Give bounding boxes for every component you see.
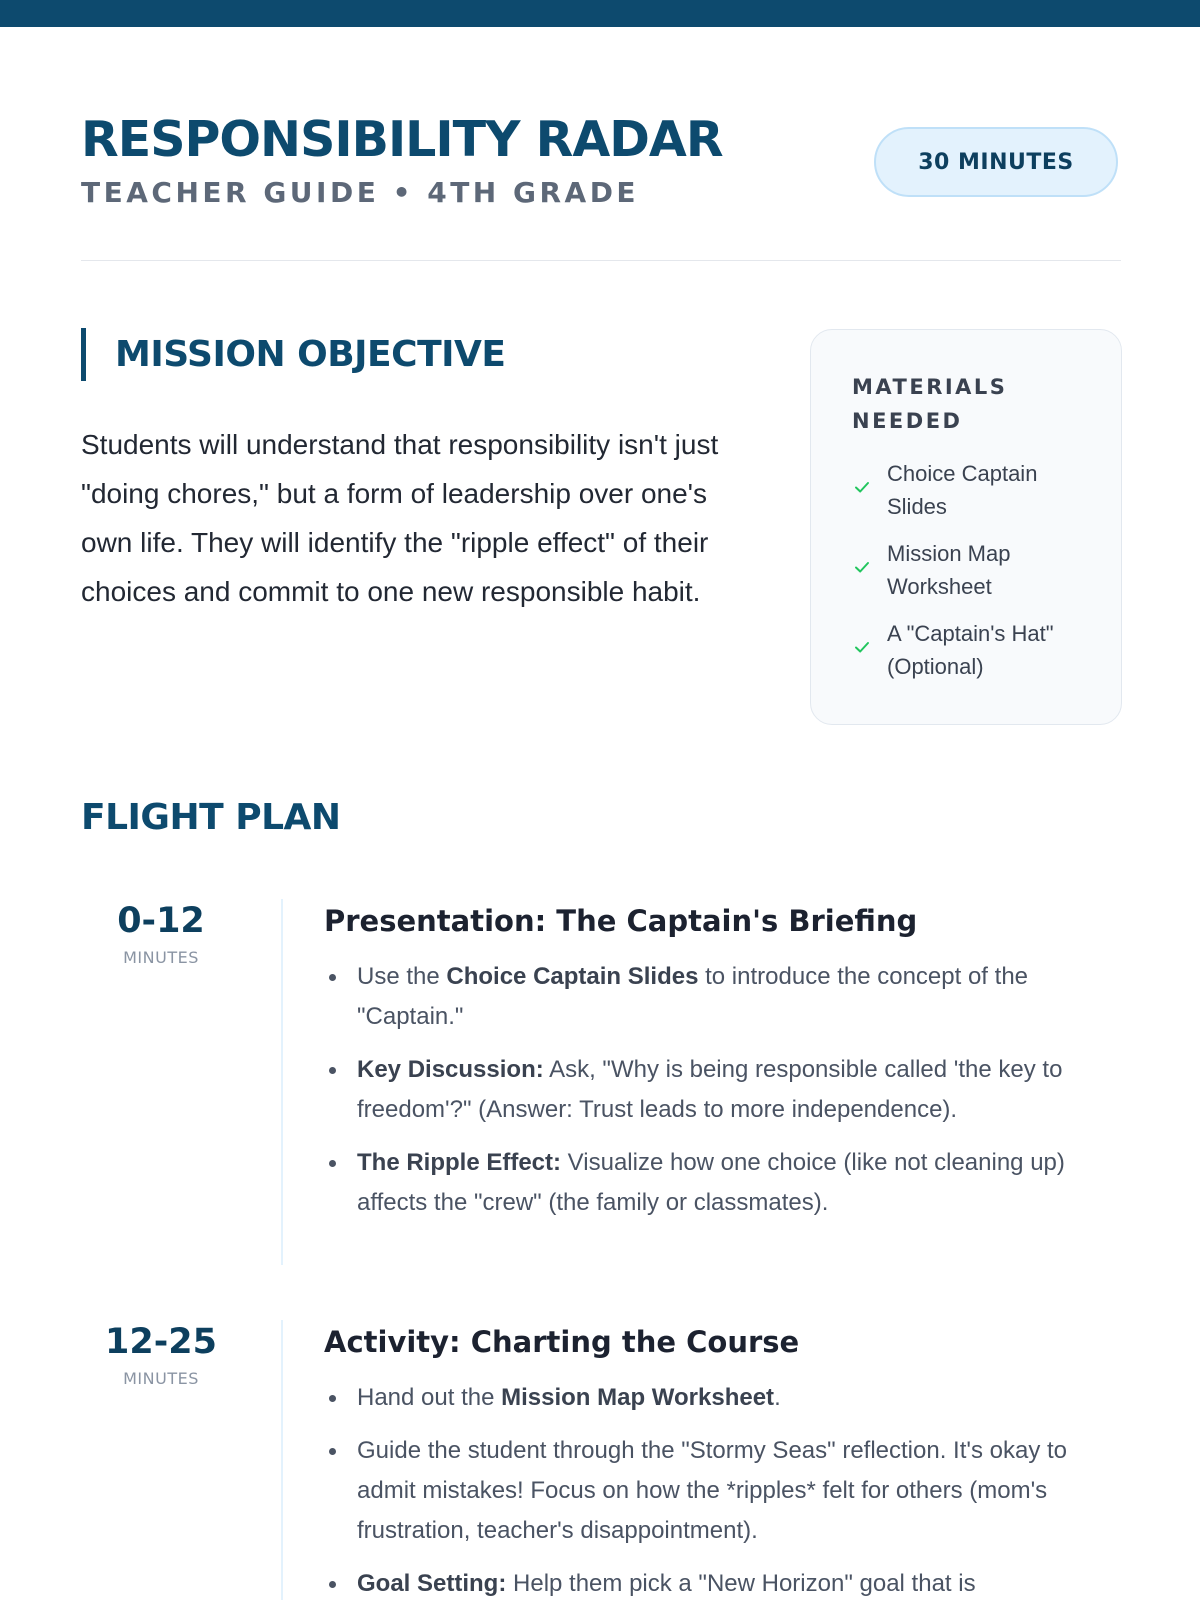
flight-plan-heading: FLIGHT PLAN bbox=[81, 797, 341, 838]
materials-item-label: Mission Map Worksheet bbox=[887, 541, 1011, 599]
duration-badge: 30 MINUTES bbox=[874, 127, 1118, 197]
objective-text: Students will understand that responsibility isn't just "doing chores," but a form of leadership over one's own life. They will identify the "ripple effect" of their choices and commit to one new responsible habit. bbox=[81, 429, 719, 607]
materials-list bbox=[852, 457, 1092, 697]
materials-item bbox=[852, 537, 1092, 603]
materials-item bbox=[852, 617, 1092, 683]
step-time-range: 0-12 bbox=[117, 901, 205, 941]
step-bullet-list bbox=[324, 1378, 1121, 1604]
section-accent-bar bbox=[81, 328, 86, 381]
step-bullet: The Ripple Effect: Visualize how one choice (like not cleaning up) affects the "crew" (the family or classmates). bbox=[324, 1143, 1121, 1223]
guide-header bbox=[81, 105, 1121, 225]
page-subtitle: TEACHER GUIDE • 4TH GRADE bbox=[81, 176, 640, 209]
check-icon bbox=[852, 637, 872, 657]
step-time-range: 12-25 bbox=[105, 1322, 217, 1362]
page-title: RESPONSIBILITY RADAR bbox=[81, 111, 723, 168]
step-time-unit: MINUTES bbox=[123, 948, 199, 967]
check-icon bbox=[852, 557, 872, 577]
materials-item-label: A "Captain's Hat" (Optional) bbox=[887, 621, 1054, 679]
step-bullet: Key Discussion: Ask, "Why is being responsible called 'the key to freedom'?" (Answer: Trust leads to more independence). bbox=[324, 1050, 1121, 1130]
timeline-line bbox=[281, 899, 283, 1265]
materials-card bbox=[810, 329, 1122, 725]
step-title: Activity: Charting the Course bbox=[324, 1325, 800, 1359]
step-body bbox=[324, 899, 1121, 1236]
step-time bbox=[81, 899, 241, 969]
step-body bbox=[324, 1320, 1121, 1617]
timeline-step bbox=[81, 1320, 1121, 1600]
check-icon bbox=[852, 477, 872, 497]
step-bullet: Hand out the Mission Map Worksheet. bbox=[324, 1378, 1121, 1418]
timeline-line bbox=[281, 1320, 283, 1600]
step-bullet-list bbox=[324, 957, 1121, 1223]
materials-item bbox=[852, 457, 1092, 523]
materials-item-label: Choice Captain Slides bbox=[887, 461, 1038, 519]
step-time bbox=[81, 1320, 241, 1390]
step-time-unit: MINUTES bbox=[123, 1369, 199, 1388]
header-divider bbox=[81, 260, 1121, 261]
materials-heading: MATERIALS NEEDED bbox=[852, 375, 1008, 433]
top-accent-bar bbox=[0, 0, 1200, 27]
step-bullet: Use the Choice Captain Slides to introduce the concept of the "Captain." bbox=[324, 957, 1121, 1037]
timeline-step bbox=[81, 899, 1121, 1265]
objective-heading: MISSION OBJECTIVE bbox=[115, 334, 506, 375]
step-bullet: Goal Setting: Help them pick a "New Horizon" goal that is bbox=[324, 1564, 1121, 1604]
step-title: Presentation: The Captain's Briefing bbox=[324, 904, 918, 938]
step-bullet: Guide the student through the "Stormy Seas" reflection. It's okay to admit mistakes! Focus on how the *ripples* felt for others (mom's frustration, teacher's disappointment). bbox=[324, 1431, 1121, 1551]
